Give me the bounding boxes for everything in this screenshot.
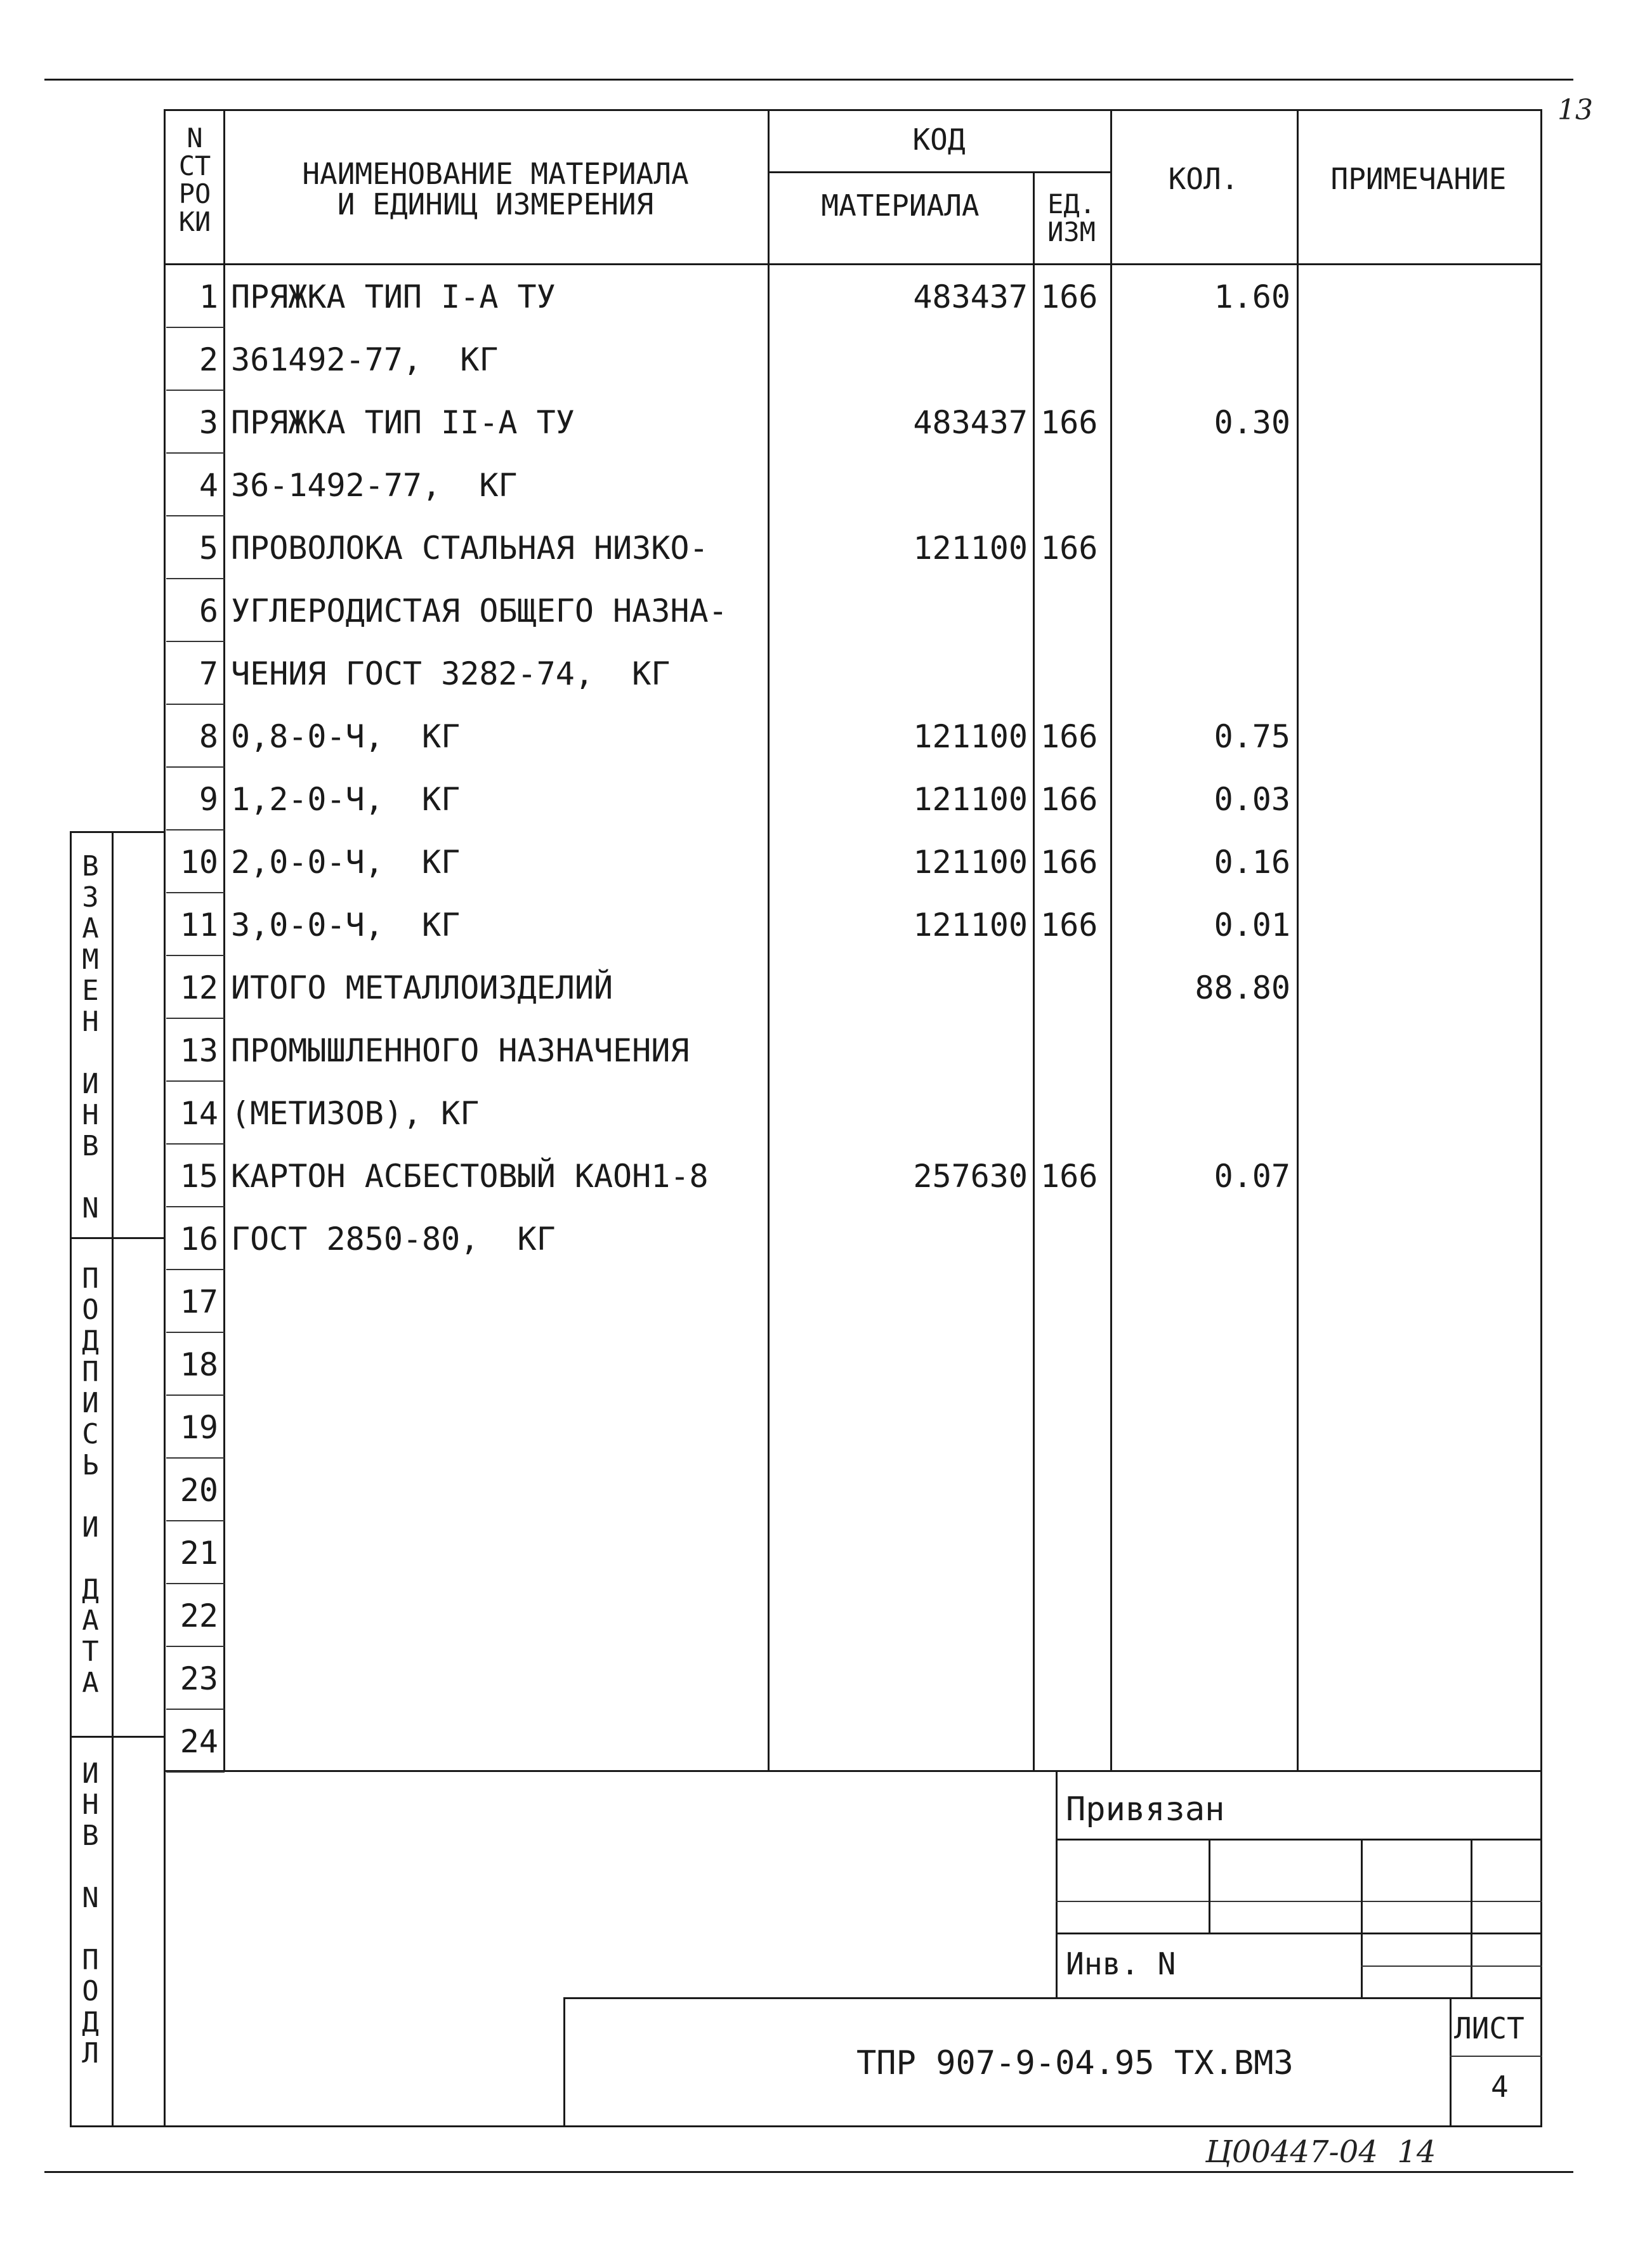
row-material-name: ПРОМЫШЛЕННОГО НАЗНАЧЕНИЯ xyxy=(231,1032,690,1069)
row-unit: 166 xyxy=(1040,1158,1098,1195)
row-unit: 166 xyxy=(1040,907,1098,943)
stamp-sheet-number: 4 xyxy=(1491,2070,1509,2104)
row-material-name: 1,2-0-Ч, КГ xyxy=(231,781,461,818)
stamp-sheet-left xyxy=(1450,1997,1452,2127)
row-quantity xyxy=(1113,1020,1290,1081)
stamp-rule-d xyxy=(1361,1966,1542,1967)
row-quantity: 0.30 xyxy=(1214,404,1290,441)
row-material-code: 483437 xyxy=(913,404,1028,441)
row-number: 23 xyxy=(180,1660,218,1697)
row-material-name: 361492-77, КГ xyxy=(231,341,499,378)
margin-rule-1 xyxy=(70,1237,165,1239)
stamp-inv-n: Инв. N xyxy=(1066,1946,1176,1982)
header-row-number: N СТ РО КИ xyxy=(178,122,211,238)
row-material-name: 36-1492-77, КГ xyxy=(231,467,518,504)
row-material-code: 121100 xyxy=(913,781,1028,818)
row-unit: 166 xyxy=(1040,781,1098,818)
row-material-code xyxy=(770,1460,1028,1521)
row-unit: 166 xyxy=(1040,844,1098,881)
row-unit xyxy=(1040,329,1109,390)
row-unit xyxy=(1040,1397,1109,1458)
row-material-name xyxy=(231,1334,764,1395)
row-number: 12 xyxy=(180,969,218,1006)
row-number-rule xyxy=(166,704,225,705)
row-number: 10 xyxy=(180,844,218,881)
row-material-code: 483437 xyxy=(913,279,1028,315)
row-unit xyxy=(1040,957,1109,1018)
row-unit xyxy=(1040,1334,1109,1395)
row-number-rule xyxy=(166,1143,225,1145)
row-number-rule xyxy=(166,1332,225,1333)
row-material-code xyxy=(770,1585,1028,1646)
code-sub-rule xyxy=(768,171,1110,173)
row-number-rule xyxy=(166,578,225,579)
row-material-name: (МЕТИЗОВ), КГ xyxy=(231,1095,480,1132)
row-number: 21 xyxy=(180,1535,218,1572)
row-unit: 166 xyxy=(1040,279,1098,315)
row-number-rule xyxy=(166,390,225,391)
row-material-name: УГЛЕРОДИСТАЯ ОБЩЕГО НАЗНА- xyxy=(231,593,728,629)
row-unit xyxy=(1040,1648,1109,1709)
stamp-rule-e xyxy=(563,1997,1542,1999)
header-bottom-rule xyxy=(164,263,1542,265)
row-number-rule xyxy=(166,641,225,642)
stamp-sheet-label: ЛИСТ xyxy=(1454,2011,1524,2045)
row-material-name: ИТОГО МЕТАЛЛОИЗДЕЛИЙ xyxy=(231,969,613,1006)
row-unit xyxy=(1040,1271,1109,1332)
row-material-code xyxy=(770,1083,1028,1144)
row-number: 7 xyxy=(199,655,218,692)
row-unit xyxy=(1040,1083,1109,1144)
row-material-name: КАРТОН АСБЕСТОВЫЙ КАОН1-8 xyxy=(231,1158,709,1195)
row-number-rule xyxy=(166,955,225,956)
page-top-rule xyxy=(44,79,1573,81)
row-material-code xyxy=(770,1334,1028,1395)
header-code: КОД xyxy=(912,122,966,157)
row-quantity xyxy=(1113,1523,1290,1584)
row-material-name: 0,8-0-Ч, КГ xyxy=(231,718,461,755)
row-number-rule xyxy=(166,766,225,768)
row-number-rule xyxy=(166,829,225,830)
label-podpis-data: ПОДПИСЬ И ДАТА xyxy=(74,1263,107,1698)
row-number-rule xyxy=(166,327,225,328)
row-number-rule xyxy=(166,1709,225,1710)
row-quantity xyxy=(1113,1397,1290,1458)
row-unit xyxy=(1040,1020,1109,1081)
row-material-code xyxy=(770,581,1028,641)
row-material-name xyxy=(231,1271,764,1332)
row-material-code xyxy=(770,1648,1028,1709)
row-quantity xyxy=(1113,1648,1290,1709)
table-border-right xyxy=(1540,109,1542,2127)
row-material-code xyxy=(770,1711,1028,1772)
row-number: 15 xyxy=(180,1158,218,1195)
row-unit xyxy=(1040,1523,1109,1584)
row-material-name xyxy=(231,1648,764,1709)
row-number: 3 xyxy=(199,404,218,441)
row-material-code: 257630 xyxy=(913,1158,1028,1195)
row-number-rule xyxy=(166,1269,225,1270)
row-material-name xyxy=(231,1711,764,1772)
row-unit xyxy=(1040,455,1109,516)
row-material-name: ГОСТ 2850-80, КГ xyxy=(231,1221,556,1257)
row-number-rule xyxy=(166,1018,225,1019)
row-quantity: 0.07 xyxy=(1214,1158,1290,1195)
row-quantity xyxy=(1113,1711,1290,1772)
row-number: 20 xyxy=(180,1472,218,1509)
margin-top-rule xyxy=(70,831,165,833)
row-material-code xyxy=(770,1397,1028,1458)
row-number: 22 xyxy=(180,1598,218,1634)
header-note: ПРИМЕЧАНИЕ xyxy=(1330,162,1507,196)
row-material-name: ПРЯЖКА ТИП II-А ТУ xyxy=(231,404,575,441)
row-unit xyxy=(1040,1460,1109,1521)
row-material-code: 121100 xyxy=(913,844,1028,881)
row-number-rule xyxy=(166,1395,225,1396)
header-material-code: МАТЕРИАЛА xyxy=(821,188,980,223)
header-unit: ЕД. ИЗМ xyxy=(1047,188,1096,248)
row-number: 2 xyxy=(199,341,218,378)
row-material-code xyxy=(770,329,1028,390)
row-material-code xyxy=(770,455,1028,516)
stamp-bottom-rule xyxy=(164,2125,1542,2127)
stamp-privyazan: Привязан xyxy=(1066,1790,1225,1828)
row-quantity xyxy=(1113,1334,1290,1395)
row-number: 17 xyxy=(180,1283,218,1320)
margin-inner-line xyxy=(112,831,114,2127)
row-number: 4 xyxy=(199,467,218,504)
row-quantity: 0.75 xyxy=(1214,718,1290,755)
stamp-cell-div-3 xyxy=(1471,1839,1472,1997)
row-number-rule xyxy=(166,452,225,454)
row-material-code xyxy=(770,1209,1028,1270)
row-number-rule xyxy=(166,1080,225,1082)
row-material-code xyxy=(770,1020,1028,1081)
row-unit xyxy=(1040,581,1109,641)
row-number-rule xyxy=(166,1206,225,1207)
margin-rule-2 xyxy=(70,1736,165,1738)
row-material-name: ПРОВОЛОКА СТАЛЬНАЯ НИЗКО- xyxy=(231,530,709,567)
stamp-rule-a xyxy=(1056,1839,1542,1841)
row-quantity: 0.01 xyxy=(1214,907,1290,943)
row-number: 13 xyxy=(180,1032,218,1069)
header-material-name: НАИМЕНОВАНИЕ МАТЕРИАЛА И ЕДИНИЦ ИЗМЕРЕНИЯ xyxy=(302,157,689,222)
row-number: 9 xyxy=(199,781,218,818)
page-bottom-rule xyxy=(44,2171,1573,2173)
row-number: 14 xyxy=(180,1095,218,1132)
row-unit xyxy=(1040,1711,1109,1772)
row-quantity: 0.03 xyxy=(1214,781,1290,818)
row-material-code xyxy=(770,957,1028,1018)
stamp-sheet-rule xyxy=(1450,2056,1542,2057)
row-material-code xyxy=(770,643,1028,704)
row-number-rule xyxy=(166,515,225,516)
row-number-rule xyxy=(166,892,225,893)
row-number: 1 xyxy=(199,279,218,315)
row-quantity xyxy=(1113,518,1290,579)
row-quantity xyxy=(1113,1209,1290,1270)
row-material-name: 3,0-0-Ч, КГ xyxy=(231,907,461,943)
bottom-annotation: Ц00447-04 14 xyxy=(1205,2134,1436,2170)
stamp-rule-b xyxy=(1056,1901,1542,1902)
row-material-code: 121100 xyxy=(913,907,1028,943)
row-quantity xyxy=(1113,643,1290,704)
label-inv-podl: ИНВ N ПОДЛ xyxy=(74,1757,107,2068)
row-number-rule xyxy=(166,1520,225,1521)
row-quantity: 0.16 xyxy=(1214,844,1290,881)
row-quantity: 1.60 xyxy=(1214,279,1290,315)
row-unit: 166 xyxy=(1040,718,1098,755)
row-material-name xyxy=(231,1397,764,1458)
row-material-code: 121100 xyxy=(913,718,1028,755)
row-unit xyxy=(1040,1585,1109,1646)
col-sep-qty xyxy=(1297,109,1299,1770)
stamp-cell-div-1 xyxy=(1209,1839,1210,1934)
stamp-cell-div-2 xyxy=(1361,1839,1363,1997)
row-material-name xyxy=(231,1585,764,1646)
row-material-code xyxy=(770,1271,1028,1332)
row-number: 11 xyxy=(180,907,218,943)
stamp-doc-left xyxy=(563,1997,565,2127)
row-material-code: 121100 xyxy=(913,530,1028,567)
stamp-left-divider xyxy=(1056,1770,1058,1998)
row-number: 5 xyxy=(199,530,218,567)
col-sep-unit xyxy=(1110,109,1112,1770)
row-material-name xyxy=(231,1460,764,1521)
header-quantity: КОЛ. xyxy=(1168,162,1239,196)
row-material-name: ЧЕНИЯ ГОСТ 3282-74, КГ xyxy=(231,655,671,692)
row-number: 24 xyxy=(180,1723,218,1760)
row-quantity xyxy=(1113,1585,1290,1646)
col-sep-code xyxy=(1033,171,1035,1770)
label-vzamen-inv: ВЗАМЕН ИНВ N xyxy=(74,850,107,1223)
row-quantity xyxy=(1113,581,1290,641)
row-material-name xyxy=(231,1523,764,1584)
row-unit xyxy=(1040,643,1109,704)
row-quantity xyxy=(1113,329,1290,390)
stamp-doc-code: ТПР 907-9-04.95 ТХ.ВМЗ xyxy=(856,2044,1294,2082)
row-number: 6 xyxy=(199,593,218,629)
row-number-rule xyxy=(166,1771,225,1773)
row-number: 19 xyxy=(180,1409,218,1446)
col-sep-name xyxy=(768,109,770,1770)
row-unit: 166 xyxy=(1040,404,1098,441)
row-quantity: 88.80 xyxy=(1195,969,1290,1006)
row-number-rule xyxy=(166,1583,225,1584)
row-material-name: 2,0-0-Ч, КГ xyxy=(231,844,461,881)
row-number-rule xyxy=(166,1457,225,1459)
row-unit: 166 xyxy=(1040,530,1098,567)
stamp-rule-c xyxy=(1056,1933,1542,1934)
margin-bottom-rule xyxy=(70,2125,165,2127)
row-material-name: ПРЯЖКА ТИП I-А ТУ xyxy=(231,279,556,315)
margin-outer-line xyxy=(70,831,72,2127)
row-unit xyxy=(1040,1209,1109,1270)
row-number: 8 xyxy=(199,718,218,755)
row-quantity xyxy=(1113,1460,1290,1521)
row-number: 18 xyxy=(180,1346,218,1383)
row-quantity xyxy=(1113,455,1290,516)
corner-annotation: 13 xyxy=(1557,94,1593,126)
row-number: 16 xyxy=(180,1221,218,1257)
row-quantity xyxy=(1113,1083,1290,1144)
row-quantity xyxy=(1113,1271,1290,1332)
row-number-rule xyxy=(166,1646,225,1647)
table-border-left xyxy=(164,109,166,2127)
table-top-rule xyxy=(164,109,1542,111)
row-material-code xyxy=(770,1523,1028,1584)
